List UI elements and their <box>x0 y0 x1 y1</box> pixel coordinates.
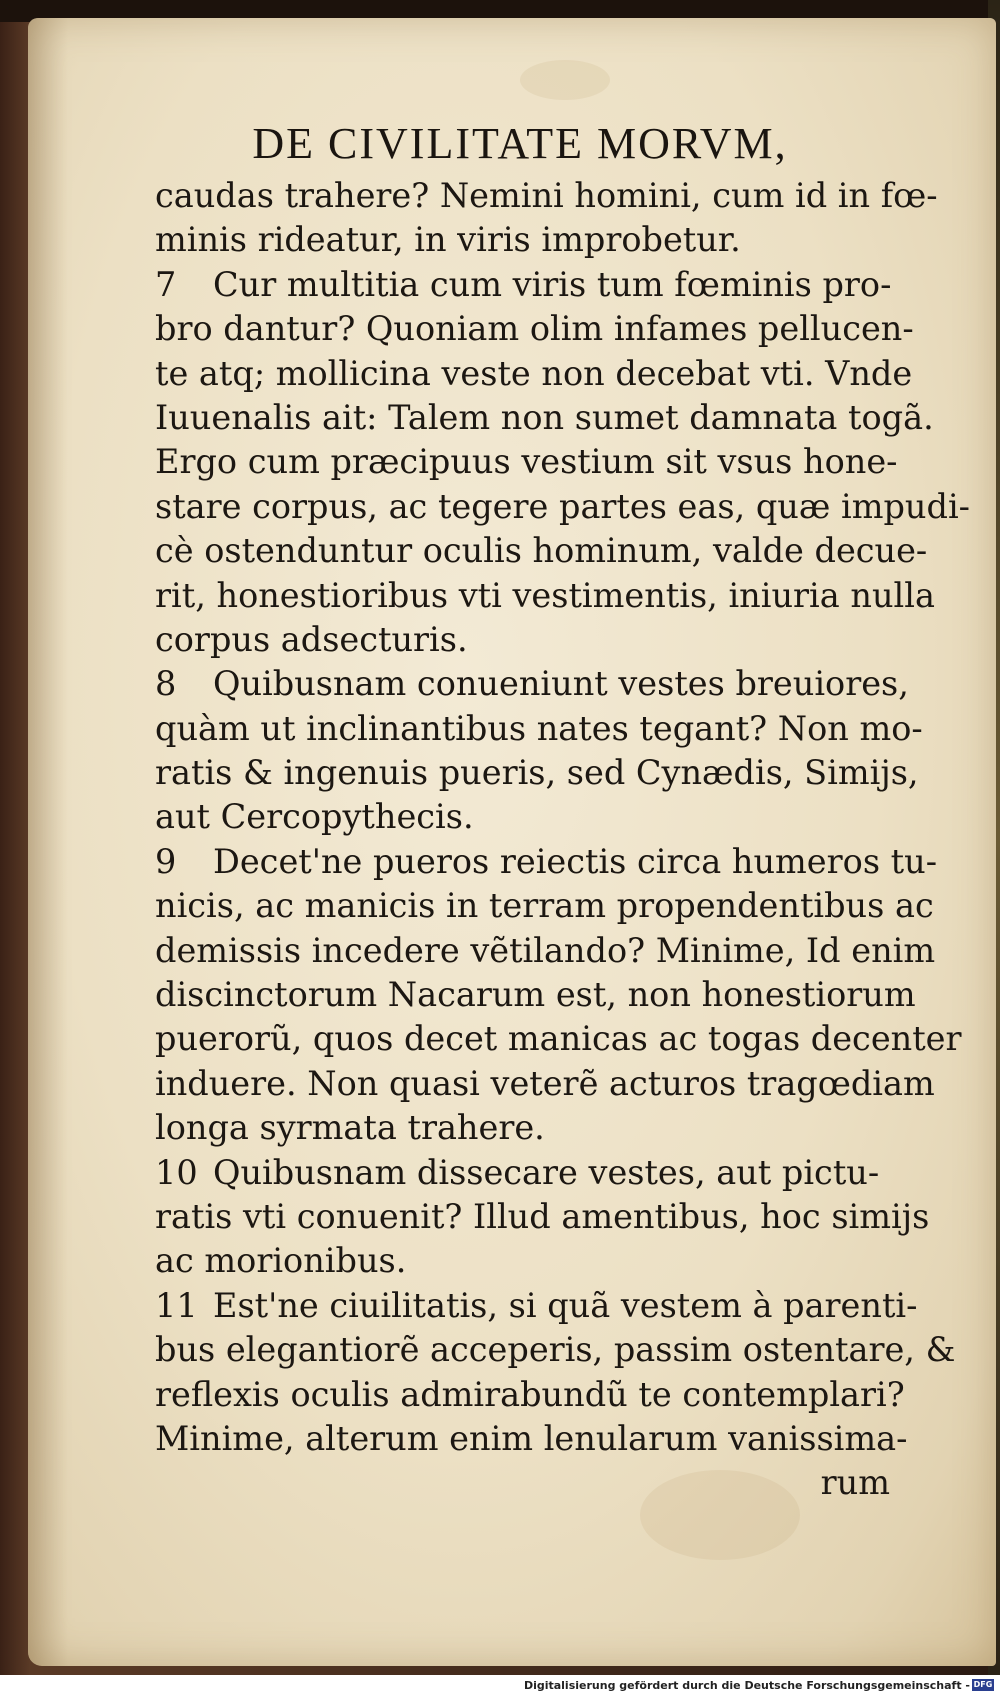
text-line <box>155 440 945 484</box>
text-line <box>155 574 945 618</box>
text-line <box>155 1062 945 1106</box>
text-line <box>155 795 945 839</box>
line-text: corpus adsecturis. <box>155 619 468 659</box>
text-line <box>155 307 945 351</box>
line-text: Est'ne ciuilitatis, si quã vestem à parenti- <box>213 1285 918 1325</box>
line-text: rit, honestioribus vti vestimentis, iniuria nulla <box>155 575 935 615</box>
line-text: Decet'ne pueros reiectis circa humeros tu- <box>213 841 938 881</box>
text-line <box>155 662 945 706</box>
question-number: 9 <box>155 841 177 881</box>
text-line <box>155 218 945 262</box>
line-text: Minime, alterum enim lenularum vanissima- <box>155 1418 908 1458</box>
line-text: caudas trahere? Nemini homini, cum id in fœ- <box>155 176 938 215</box>
text-line <box>155 751 945 795</box>
line-text: minis rideatur, in viris improbetur. <box>155 220 741 260</box>
question-number: 10 <box>155 1152 198 1192</box>
footer-credit: Digitalisierung gefördert durch die Deutsche Forschungsgemeinschaft - <box>523 1679 970 1692</box>
text-line <box>155 1017 962 1061</box>
text-line <box>155 1284 945 1328</box>
text-line <box>155 263 945 307</box>
line-text: bro dantur? Quoniam olim infames pellucen- <box>155 309 914 349</box>
line-text: aut Cercopythecis. <box>155 797 474 837</box>
line-text: Iuuenalis ait: Talem non sumet damnata togã. <box>155 397 934 437</box>
line-text: cè ostenduntur oculis hominum, valde decue- <box>155 531 928 571</box>
line-text: reflexis oculis admirabundũ te contemplari? <box>155 1374 905 1414</box>
text-line <box>155 1373 945 1417</box>
text-line <box>155 1461 945 1505</box>
page-gutter-shadow <box>28 18 68 1666</box>
page-text-block <box>155 118 970 1506</box>
text-line <box>155 529 945 573</box>
line-text: stare corpus, ac tegere partes eas, quæ impudi- <box>155 486 970 526</box>
text-line <box>155 707 945 751</box>
line-text: ratis & ingenuis pueris, sed Cynædis, Simijs, <box>155 753 919 793</box>
line-text: induere. Non quasi veterẽ acturos tragœdiam <box>155 1063 935 1103</box>
text-line <box>155 1328 956 1372</box>
line-text: discinctorum Nacarum est, non honestiorum <box>155 975 916 1015</box>
question-number: 8 <box>155 664 177 704</box>
line-text: ac morionibus. <box>155 1241 407 1281</box>
line-text: quàm ut inclinantibus nates tegant? Non mo- <box>155 708 923 748</box>
dfg-logo-icon: DFG <box>973 1680 993 1689</box>
paper-stain <box>520 60 610 100</box>
text-line <box>155 929 945 973</box>
line-text: Quibusnam conueniunt vestes breuiores, <box>213 664 909 704</box>
question-number: 11 <box>155 1285 198 1325</box>
text-line <box>155 1106 945 1150</box>
text-line <box>155 1151 945 1195</box>
text-line <box>155 1239 945 1283</box>
line-text: demissis incedere vẽtilando? Minime, Id enim <box>155 930 936 970</box>
text-line <box>155 1417 945 1461</box>
running-head: DE CIVILITATE MORVM, <box>252 119 788 168</box>
line-text: bus elegantiorẽ acceperis, passim ostentare, & <box>155 1330 956 1370</box>
text-line <box>155 396 945 440</box>
text-line <box>155 174 945 218</box>
line-text: Ergo cum præcipuus vestium sit vsus hone- <box>155 442 898 482</box>
text-line <box>155 618 945 662</box>
line-text: Quibusnam dissecare vestes, aut pictu- <box>213 1152 880 1192</box>
line-text: longa syrmata trahere. <box>155 1108 545 1148</box>
text-line <box>155 352 945 396</box>
text-line <box>155 840 945 884</box>
text-line <box>155 485 970 529</box>
text-line <box>155 1195 945 1239</box>
line-text: rum <box>820 1463 890 1503</box>
line-text: nicis, ac manicis in terram propendentibus ac <box>155 886 934 926</box>
line-text: puerorũ, quos decet manicas ac togas decenter <box>155 1019 962 1059</box>
text-lines <box>155 174 970 1506</box>
line-text: Cur multitia cum viris tum fœminis pro- <box>213 264 892 304</box>
line-text: ratis vti conuenit? Illud amentibus, hoc simijs <box>155 1196 930 1236</box>
line-text: te atq; mollicina veste non decebat vti. Vnde <box>155 353 913 393</box>
text-line <box>155 973 945 1017</box>
question-number: 7 <box>155 264 177 304</box>
text-line <box>155 884 945 928</box>
